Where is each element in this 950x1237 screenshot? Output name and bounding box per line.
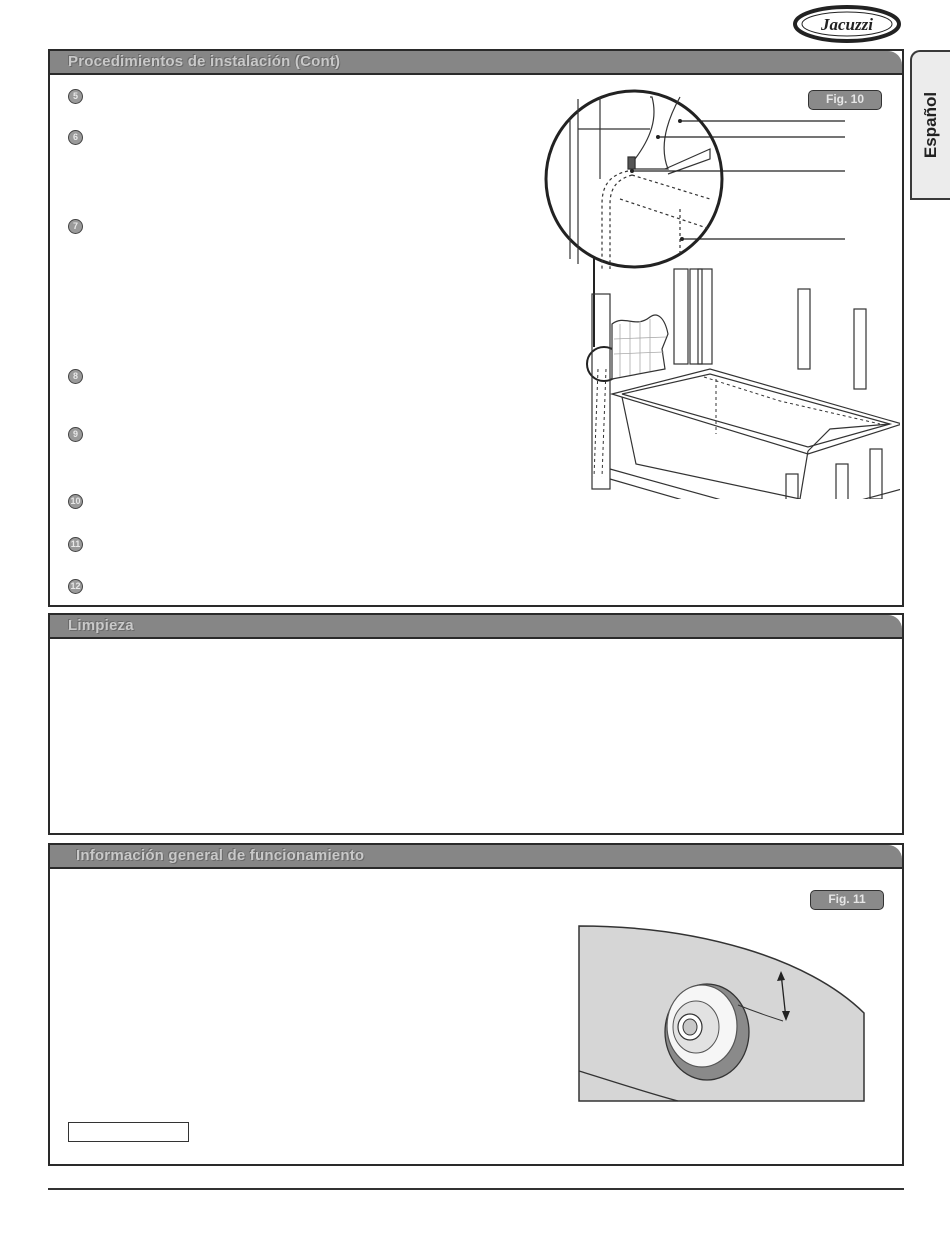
step-11-marker: 11 xyxy=(68,537,83,552)
installation-header xyxy=(50,51,902,75)
step-7-marker: 7 xyxy=(68,219,83,234)
fig-10-illustration xyxy=(540,79,900,499)
footer-rule xyxy=(48,1188,904,1190)
fig-10-label: Fig. 10 xyxy=(808,90,882,110)
step-9-marker: 9 xyxy=(68,427,83,442)
step-5-marker: 5 xyxy=(68,89,83,104)
language-tab-label: Español xyxy=(921,91,940,159)
step-8-marker: 8 xyxy=(68,369,83,384)
step-10-marker: 10 xyxy=(68,494,83,509)
cleaning-section xyxy=(48,613,904,835)
fig-11-illustration xyxy=(578,923,868,1105)
cleaning-header xyxy=(50,615,902,639)
step-12-marker: 12 xyxy=(68,579,83,594)
installation-title: Procedimientos de instalación (Cont) xyxy=(68,53,341,70)
operation-title: Información general de funcionamiento xyxy=(76,847,365,864)
fig-11-label: Fig. 11 xyxy=(810,890,884,910)
jacuzzi-logo xyxy=(792,4,902,44)
operation-section xyxy=(48,843,904,1166)
operation-header xyxy=(50,845,902,869)
logo-wordmark: Jacuzzi xyxy=(821,15,873,34)
language-tab[interactable] xyxy=(910,50,950,200)
installation-section xyxy=(48,49,904,607)
cleaning-title: Limpieza xyxy=(68,617,134,634)
step-6-marker: 6 xyxy=(68,130,83,145)
note-box xyxy=(68,1122,189,1142)
